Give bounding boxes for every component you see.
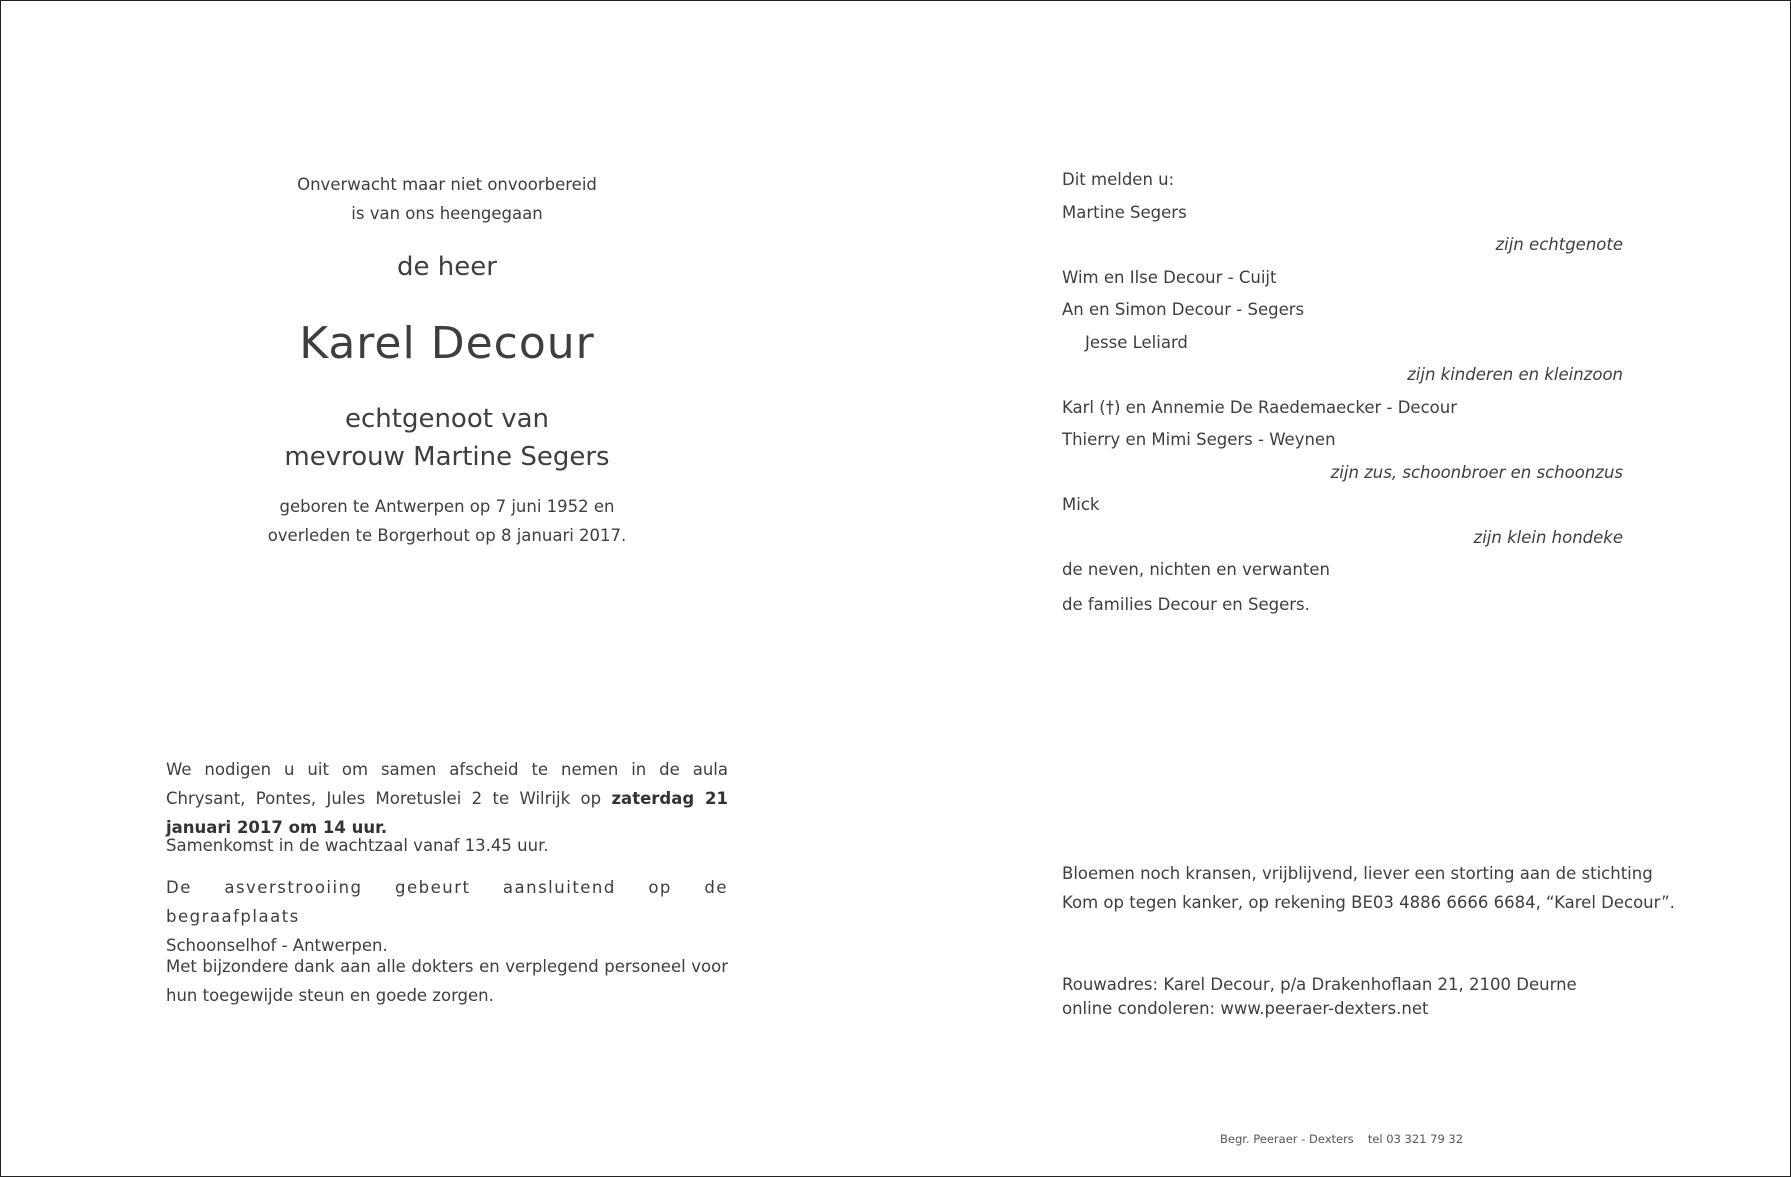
gathering-paragraph: Samenkomst in de wachtzaal vanaf 13.45 uur.	[166, 836, 549, 855]
relative-grandchild: Jesse Leliard	[1085, 333, 1188, 352]
relative-child-1: Wim en Ilse Decour - Cuijt	[1062, 268, 1277, 287]
scattering-line-1: De asverstrooiing gebeurt aansluitend op de begraafplaats	[166, 878, 728, 926]
relative-sibling-1: Karl (†) en Annemie De Raedemaecker - Decour	[1062, 398, 1457, 417]
died-line: overleden te Borgerhout op 8 januari 2017.	[267, 526, 627, 545]
relative-dog: Mick	[1062, 495, 1100, 514]
scattering-line-2: Schoonselhof - Antwerpen.	[166, 936, 388, 955]
title-prefix: de heer	[397, 252, 497, 282]
announce-heading: Dit melden u:	[1062, 170, 1175, 189]
intro-line-1: Onverwacht maar niet onvoorbereid	[297, 175, 597, 194]
funeral-home-name: Begr. Peeraer - Dexters	[1220, 1132, 1354, 1146]
online-condolences: online condoleren: www.peeraer-dexters.net	[1062, 999, 1429, 1018]
address-block	[1062, 973, 1577, 1021]
ceremony-datetime: zaterdag 21 januari 2017 om 14 uur.	[166, 789, 728, 837]
thanks-paragraph: Met bijzondere dank aan alle dokters en verplegend personeel voor hun toegewijde steun en goede zorgen.	[166, 957, 728, 1005]
role-children: zijn kinderen en kleinzoon	[1407, 365, 1623, 384]
spouse-info	[166, 400, 728, 476]
spouse-line-1: echtgenoot van	[344, 404, 549, 434]
funeral-home-phone: tel 03 321 79 32	[1367, 1132, 1464, 1146]
life-dates	[166, 492, 728, 550]
invitation-paragraph	[166, 755, 728, 842]
role-spouse: zijn echtgenote	[1495, 235, 1623, 254]
scattering-paragraph	[166, 873, 728, 960]
born-line: geboren te Antwerpen op 7 juni 1952 en	[279, 497, 615, 516]
relative-spouse: Martine Segers	[1062, 203, 1187, 222]
role-siblings: zijn zus, schoonbroer en schoonzus	[1330, 463, 1623, 482]
families-line: de families Decour en Segers.	[1062, 595, 1310, 614]
relative-sibling-2: Thierry en Mimi Segers - Weynen	[1062, 430, 1336, 449]
deceased-name: Karel Decour	[299, 318, 595, 369]
relative-child-2: An en Simon Decour - Segers	[1062, 300, 1305, 319]
spouse-line-2: mevrouw Martine Segers	[284, 442, 610, 472]
relatives-line: de neven, nichten en verwanten	[1062, 560, 1330, 579]
intro-text	[166, 170, 728, 228]
role-dog: zijn klein hondeke	[1473, 528, 1623, 547]
intro-line-2: is van ons heengegaan	[351, 204, 543, 223]
flowers-line-1: Bloemen noch kransen, vrijblijvend, liever een storting aan de stichting	[1062, 864, 1653, 883]
flowers-notice	[1062, 859, 1675, 917]
mourning-address: Rouwadres: Karel Decour, p/a Drakenhoflaan 21, 2100 Deurne	[1062, 975, 1577, 994]
funeral-home-footer	[1220, 1132, 1463, 1146]
invitation-text: We nodigen u uit om samen afscheid te nemen in de aula Chrysant, Pontes, Jules Moretuslei 2 te Wilrijk op	[166, 760, 728, 808]
flowers-line-2: Kom op tegen kanker, op rekening BE03 4886 6666 6684, “Karel Decour”.	[1062, 893, 1675, 912]
